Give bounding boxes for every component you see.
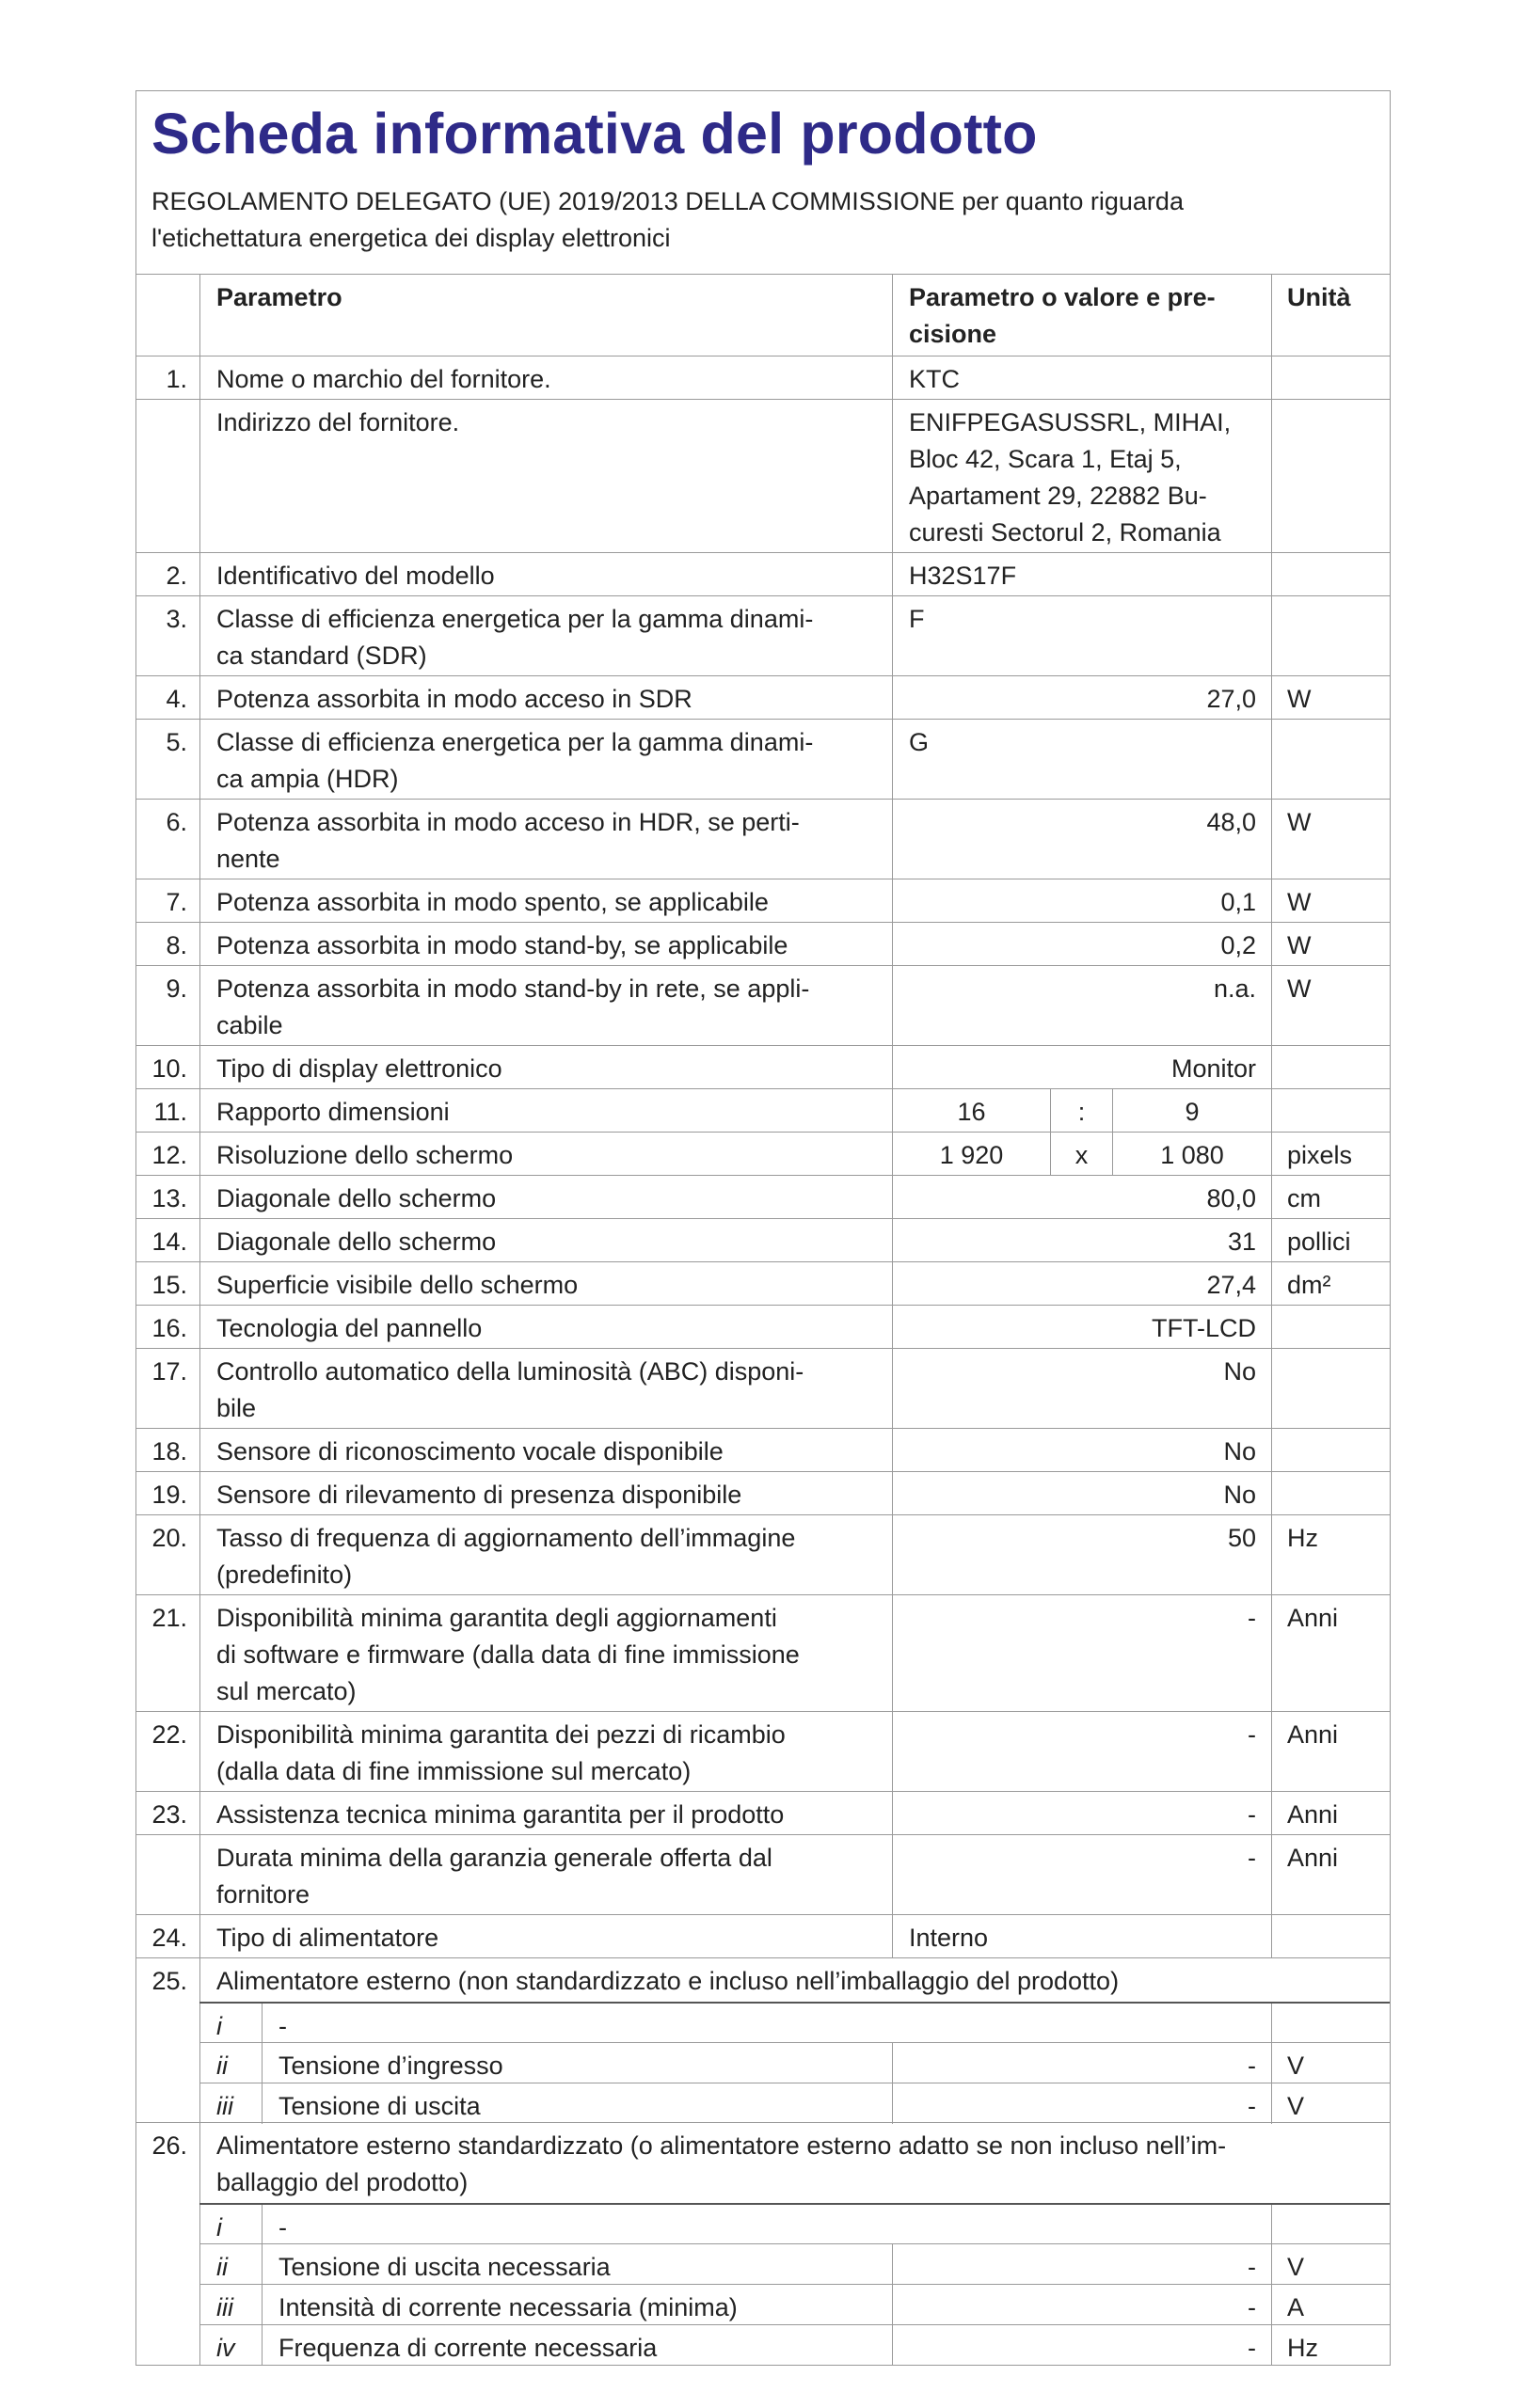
row-number: 17. (151, 1357, 187, 1386)
table-row (136, 1515, 1390, 1595)
text-line: - (1248, 1844, 1256, 1872)
sub-unit: V (1271, 2043, 1392, 2083)
text-line: H32S17F (909, 562, 1017, 590)
row-number: 15. (151, 1271, 187, 1299)
text-line: ca ampia (HDR) (216, 765, 399, 793)
sub-parameter: Tensione d’ingresso (262, 2043, 892, 2083)
row-number: 10. (151, 1054, 187, 1083)
text-line: 0,2 (1220, 931, 1256, 959)
row-value (892, 1306, 1271, 1348)
row-number: 14. (151, 1228, 187, 1256)
row-unit (1271, 1349, 1392, 1428)
row-value-left: 1 920 (892, 1133, 1050, 1175)
text-line: (predefinito) (216, 1560, 353, 1589)
sub-value: - (892, 2083, 1271, 2124)
text-line: Classe di efficienza energetica per la gamma dinami- (216, 605, 814, 633)
sub-key: ii (199, 2043, 262, 2083)
row-value (892, 1046, 1271, 1088)
row-parameter (199, 1595, 892, 1711)
row-unit (1271, 1429, 1392, 1471)
text-line: ENIFPEGASUSSRL, MIHAI, (909, 408, 1232, 436)
table-row (136, 879, 1390, 923)
row-unit (1271, 720, 1392, 799)
table-row (136, 1089, 1390, 1133)
row-parameter (199, 879, 892, 922)
row-parameter (199, 553, 892, 595)
row-value (892, 356, 1271, 399)
sub-unit: V (1271, 2244, 1392, 2285)
table-row (136, 356, 1390, 400)
sub-row (199, 2203, 1390, 2245)
sub-parameter: Intensità di corrente necessaria (minima) (262, 2285, 892, 2325)
sub-key: ii (199, 2244, 262, 2285)
text-line: Potenza assorbita in modo spento, se applicabile (216, 888, 769, 916)
table-row (136, 1262, 1390, 1306)
row-unit: Anni (1271, 1712, 1392, 1791)
row-parameter (199, 1472, 892, 1514)
sub-key: i (199, 2205, 262, 2245)
text-line: Alimentatore esterno (non standardizzato e incluso nell’imballaggio del prodotto) (216, 1967, 1120, 1995)
sub-parameter: Tensione di uscita (262, 2083, 892, 2124)
row-value (892, 1515, 1271, 1594)
row-unit (1271, 553, 1392, 595)
row-parameter (199, 720, 892, 799)
sub-value: - (892, 2043, 1271, 2083)
row-number: 8. (166, 931, 187, 959)
text-line: No (1223, 1437, 1256, 1465)
row-value (892, 1429, 1271, 1471)
row-value-right: 9 (1112, 1089, 1271, 1132)
sub-value: - (892, 2325, 1271, 2366)
text-line: 31 (1227, 1228, 1256, 1256)
table-row (136, 1306, 1390, 1349)
row-unit: Anni (1271, 1595, 1392, 1711)
row-value (892, 1472, 1271, 1514)
row-value-separator: x (1050, 1133, 1112, 1175)
row-value (892, 1712, 1271, 1791)
row-number: 24. (151, 1924, 187, 1952)
text-line: 48,0 (1206, 808, 1256, 836)
row-parameter (199, 1792, 892, 1834)
row-value (892, 596, 1271, 675)
row-value (892, 676, 1271, 719)
row-parameter (199, 966, 892, 1045)
text-line: Interno (909, 1924, 989, 1952)
text-line: n.a. (1213, 974, 1256, 1003)
row-value (892, 800, 1271, 879)
row-value (892, 1792, 1271, 1834)
page-title: Scheda informativa del prodotto (151, 102, 1038, 166)
regulation-subtitle: REGOLAMENTO DELEGATO (UE) 2019/2013 DELLA COMMISSIONE per quanto riguarda l'etichettatura energetica dei display elettronici (151, 187, 1184, 252)
sub-key: iii (199, 2285, 262, 2325)
row-parameter (199, 1306, 892, 1348)
sub-parameter: Frequenza di corrente necessaria (262, 2325, 892, 2366)
row-number: 11. (153, 1098, 187, 1126)
row-number: 4. (166, 685, 187, 713)
sub-parameter: Tensione di uscita necessaria (262, 2244, 892, 2285)
table-header-row (136, 275, 1390, 356)
row-parameter (199, 1133, 892, 1175)
sub-key: iii (199, 2083, 262, 2124)
row-number: 21. (151, 1604, 187, 1632)
row-parameter (199, 1089, 892, 1132)
row-number: 1. (166, 365, 187, 393)
row-unit: W (1271, 800, 1392, 879)
text-line: curesti Sectorul 2, Romania (909, 518, 1221, 547)
table-row (136, 1792, 1390, 1835)
table-row (136, 1712, 1390, 1792)
row-value (892, 966, 1271, 1045)
row-unit: Anni (1271, 1792, 1392, 1834)
row-value (892, 1915, 1271, 1957)
row-number (136, 1835, 199, 1914)
text-line: Monitor (1170, 1054, 1256, 1083)
text-line: nente (216, 845, 280, 873)
row-value-separator: : (1050, 1089, 1112, 1132)
header-unita: Unità (1271, 275, 1392, 356)
table-row (136, 1133, 1390, 1176)
row-value (892, 720, 1271, 799)
text-line: Controllo automatico della luminosità (ABC) disponi- (216, 1357, 804, 1386)
sub-parameter: - (262, 2205, 1329, 2245)
row-parameter (199, 1915, 892, 1957)
text-line: Potenza assorbita in modo stand-by, se applicabile (216, 931, 788, 959)
text-line: 50 (1227, 1524, 1256, 1552)
text-line: Bloc 42, Scara 1, Etaj 5, (909, 445, 1182, 473)
table-group-row (136, 1958, 1390, 2123)
row-parameter (199, 923, 892, 965)
row-parameter (199, 1262, 892, 1305)
row-number: 20. (151, 1524, 187, 1552)
text-line: No (1223, 1357, 1256, 1386)
text-line: G (909, 728, 930, 756)
table-group-row (136, 2123, 1390, 2365)
table-row (136, 1219, 1390, 1262)
text-line: bile (216, 1394, 257, 1422)
row-unit: W (1271, 923, 1392, 965)
sub-value: - (892, 2244, 1271, 2285)
text-line: Potenza assorbita in modo acceso in SDR (216, 685, 692, 713)
table-row (136, 720, 1390, 800)
text-line: Tecnologia del pannello (216, 1314, 483, 1342)
row-unit: dm² (1271, 1262, 1392, 1305)
row-number: 3. (166, 605, 187, 633)
text-line: Classe di efficienza energetica per la gamma dinami- (216, 728, 814, 756)
row-unit (1271, 400, 1392, 552)
row-number: 26. (151, 2131, 187, 2160)
row-value (892, 1176, 1271, 1218)
text-line: Diagonale dello schermo (216, 1228, 497, 1256)
text-line: 27,4 (1206, 1271, 1256, 1299)
row-value (892, 1262, 1271, 1305)
text-line: F (909, 605, 925, 633)
product-info-sheet (135, 90, 1391, 2366)
text-line: Disponibilità minima garantita degli aggiornamenti (216, 1604, 777, 1632)
row-parameter (199, 1429, 892, 1471)
text-line: Rapporto dimensioni (216, 1098, 450, 1126)
sub-row (199, 2243, 1390, 2285)
row-number: 6. (166, 808, 187, 836)
header-parametro: Parametro (199, 275, 892, 356)
row-number (136, 400, 199, 552)
text-line: 80,0 (1206, 1184, 1256, 1212)
row-unit: pixels (1271, 1133, 1392, 1175)
row-parameter (199, 596, 892, 675)
table-row (136, 1595, 1390, 1712)
text-line: Indirizzo del fornitore. (216, 408, 460, 436)
text-line: 27,0 (1206, 685, 1256, 713)
text-line: Superficie visibile dello schermo (216, 1271, 579, 1299)
table-row (136, 553, 1390, 596)
row-value (892, 1835, 1271, 1914)
table-row (136, 800, 1390, 879)
text-line: Assistenza tecnica minima garantita per il prodotto (216, 1800, 785, 1829)
header-number-cell (136, 275, 199, 356)
row-value (892, 1349, 1271, 1428)
sub-key: i (199, 2004, 262, 2044)
row-parameter (199, 1046, 892, 1088)
text-line: TFT-LCD (1152, 1314, 1256, 1342)
row-parameter (199, 1515, 892, 1594)
sub-unit (1271, 2205, 1392, 2245)
header-valore (892, 275, 1271, 356)
row-number: 19. (151, 1481, 187, 1509)
row-parameter (199, 1176, 892, 1218)
table-row (136, 1429, 1390, 1472)
text-line: No (1223, 1481, 1256, 1509)
sub-value: - (892, 2285, 1271, 2325)
row-parameter (199, 356, 892, 399)
table-row (136, 923, 1390, 966)
text-line: (dalla data di fine immissione sul mercato) (216, 1757, 692, 1785)
row-unit (1271, 1089, 1392, 1132)
row-unit (1271, 1915, 1392, 1957)
row-unit (1271, 1046, 1392, 1088)
row-parameter (199, 676, 892, 719)
table-row (136, 966, 1390, 1046)
text-line: Disponibilità minima garantita dei pezzi di ricambio (216, 1720, 786, 1749)
sub-unit: A (1271, 2285, 1392, 2325)
text-line: Tipo di alimentatore (216, 1924, 439, 1952)
row-number: 12. (151, 1141, 187, 1169)
row-parameter (199, 1219, 892, 1261)
row-unit (1271, 1306, 1392, 1348)
sub-key: iv (199, 2325, 262, 2366)
row-parameter (199, 1835, 892, 1914)
row-unit (1271, 356, 1392, 399)
table-row (136, 1915, 1390, 1958)
text-line: Identificativo del modello (216, 562, 495, 590)
row-parameter (199, 1712, 892, 1791)
table-row (136, 1176, 1390, 1219)
text-line: 0,1 (1220, 888, 1256, 916)
row-number: 7. (166, 888, 187, 916)
row-unit (1271, 596, 1392, 675)
group-title (199, 2123, 1392, 2203)
row-number: 5. (166, 728, 187, 756)
sub-row (199, 2042, 1390, 2083)
row-unit (1271, 1472, 1392, 1514)
sub-row (199, 2324, 1390, 2366)
row-unit: cm (1271, 1176, 1392, 1218)
text-line: cabile (216, 1011, 283, 1039)
table-row (136, 1835, 1390, 1915)
row-value (892, 553, 1271, 595)
row-parameter (199, 400, 892, 552)
sub-row (199, 2284, 1390, 2325)
text-line: cisione (909, 320, 997, 348)
table-row (136, 400, 1390, 553)
table-row (136, 1349, 1390, 1429)
row-value (892, 1595, 1271, 1711)
row-value (892, 879, 1271, 922)
row-number: 9. (166, 974, 187, 1003)
text-line: Diagonale dello schermo (216, 1184, 497, 1212)
text-line: - (1248, 1800, 1256, 1829)
row-number: 16. (151, 1314, 187, 1342)
text-line: Potenza assorbita in modo stand-by in rete, se appli- (216, 974, 810, 1003)
text-line: Sensore di riconoscimento vocale disponibile (216, 1437, 724, 1465)
row-unit: Hz (1271, 1515, 1392, 1594)
text-line: Tasso di frequenza di aggiornamento dell’immagine (216, 1524, 796, 1552)
row-value-left: 16 (892, 1089, 1050, 1132)
table-row (136, 1046, 1390, 1089)
text-line: Durata minima della garanzia generale offerta dal (216, 1844, 772, 1872)
row-number: 22. (151, 1720, 187, 1749)
row-number: 2. (166, 562, 187, 590)
text-line: - (1248, 1604, 1256, 1632)
row-parameter (199, 800, 892, 879)
sheet-header (136, 91, 1390, 275)
row-parameter (199, 1349, 892, 1428)
text-line: Tipo di display elettronico (216, 1054, 502, 1083)
sub-parameter: - (262, 2004, 1329, 2044)
text-line: Risoluzione dello schermo (216, 1141, 514, 1169)
row-number: 18. (151, 1437, 187, 1465)
text-line: Apartament 29, 22882 Bu- (909, 482, 1207, 510)
sub-unit (1271, 2004, 1392, 2044)
group-title (199, 1958, 1392, 2002)
text-line: Alimentatore esterno standardizzato (o alimentatore esterno adatto se non incluso nell’im- (216, 2131, 1227, 2160)
text-line: di software e firmware (dalla data di fine immissione (216, 1640, 800, 1669)
row-number: 25. (151, 1967, 187, 1995)
row-number: 23. (151, 1800, 187, 1829)
text-line: KTC (909, 365, 960, 393)
row-number: 13. (151, 1184, 187, 1212)
sub-row (199, 2083, 1390, 2124)
sub-row (199, 2002, 1390, 2044)
text-line: Sensore di rilevamento di presenza disponibile (216, 1481, 742, 1509)
sub-unit: Hz (1271, 2325, 1392, 2366)
text-line: - (1248, 1720, 1256, 1749)
text-line: Nome o marchio del fornitore. (216, 365, 551, 393)
row-unit: Anni (1271, 1835, 1392, 1914)
text-line: fornitore (216, 1880, 310, 1909)
row-unit: W (1271, 966, 1392, 1045)
row-value (892, 1219, 1271, 1261)
row-value (892, 400, 1271, 552)
table-row (136, 676, 1390, 720)
text-line: ballaggio del prodotto) (216, 2168, 469, 2196)
text-line: ca standard (SDR) (216, 642, 427, 670)
row-unit: W (1271, 879, 1392, 922)
text-line: sul mercato) (216, 1677, 357, 1705)
sub-unit: V (1271, 2083, 1392, 2124)
row-value (892, 923, 1271, 965)
text-line: Parametro o valore e pre- (909, 283, 1216, 311)
text-line: Potenza assorbita in modo acceso in HDR, se perti- (216, 808, 800, 836)
row-value-right: 1 080 (1112, 1133, 1271, 1175)
table-row (136, 1472, 1390, 1515)
table-row (136, 596, 1390, 676)
row-unit: pollici (1271, 1219, 1392, 1261)
row-unit: W (1271, 676, 1392, 719)
